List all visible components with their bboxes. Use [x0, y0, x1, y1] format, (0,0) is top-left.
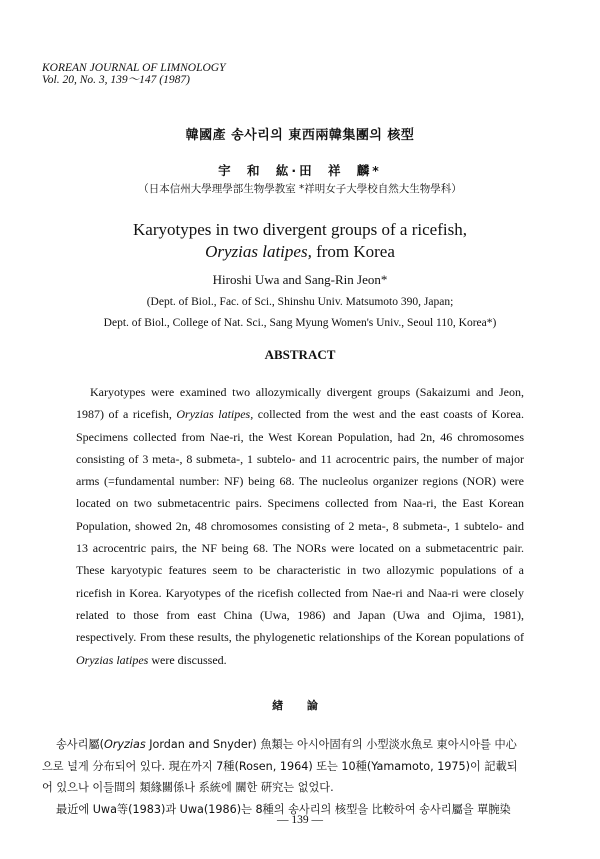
korean-title: 韓國產 송사리의 東西兩韓集團의 核型	[185, 128, 415, 143]
journal-volume: Vol. 20, No. 3, 139～147 (1987)	[42, 74, 190, 86]
english-title-line2-rest: from Korea	[311, 242, 395, 261]
abstract-text-1: Karyotypes were examined two allozymically divergent groups (Sakaizumi and Jeon, 1987) of a ricefish,	[76, 385, 524, 422]
abstract-text-2: collected from the west and the east coasts of Korea. Specimens collected from Nae-ri, the West Korean Population, had 2n, 46 chromosomes consisting of 3 meta-, 8 submeta-, 1 subtelo- and 11 acrocentric pairs, the number of major arms (=fundamental number: NF) being 68. The nucleolus organizer regions (NOR) were located on two submetacentric pairs. Specimens collected from Naa-ri, the East Korean Population, showed 2n, 48 chromosomes consisting of 2 meta-, 8 submeta-, 1 subtelo- and 13 acrocentric pairs, the NF being 68. The NORs were located on a submetacentric pair. These karyotypic features seem to be characteristic in two allozymic populations of a ricefish in Korea. Karyotypes of the ricefish collected from Nae-ri and Naa-ri were closely related to those from east China (Uwa, 1986) and Japan (Uwa and Ojima, 1981), respectively. From these results, the phylogenetic relationships of the Korean populations of	[76, 407, 524, 645]
affiliation-line1: (Dept. of Biol., Fac. of Sci., Shinshu Univ. Matsumoto 390, Japan;	[146, 296, 454, 308]
journal-header	[42, 62, 225, 86]
body-line-4: 最近에 Uwa等(1983)과 Uwa(1986)는 8種의 송사리의 核型을 比較하여 송사리屬을 單腕染	[56, 802, 511, 816]
abstract-body	[76, 381, 524, 671]
body-line-1a: 송사리屬(	[56, 738, 104, 751]
abstract-heading: ABSTRACT	[264, 347, 336, 362]
abstract-paragraph	[76, 381, 524, 671]
body-line-1b: Jordan and Snyder) 魚類는 아시아固有의 小型淡水魚로 東아시아를 中心	[145, 738, 517, 751]
abstract-text-3: were discussed.	[148, 652, 227, 667]
body-line-2: 으로 널게 分布되어 있다. 現在까지 7種(Rosen, 1964) 또는 10種(Yamamoto, 1975)이 記載되	[42, 759, 518, 773]
page-number: — 139 —	[277, 814, 323, 826]
english-title-line1: Karyotypes in two divergent groups of a ricefish,	[133, 220, 467, 239]
abstract-species-2: Oryzias latipes	[76, 652, 149, 667]
affiliation-line2: Dept. of Biol., College of Nat. Sci., Sang Myung Women's Univ., Seoul 110, Korea*)	[103, 317, 497, 329]
korean-authors: 宇 和 紘·田 祥 麟*	[218, 163, 382, 178]
english-authors: Hiroshi Uwa and Sang-Rin Jeon*	[212, 272, 388, 287]
introduction-body	[42, 734, 564, 820]
english-affiliation	[0, 292, 600, 334]
journal-name: KOREAN JOURNAL OF LIMNOLOGY	[42, 62, 226, 74]
english-title	[0, 219, 600, 263]
korean-affiliation: （日本信州大學理學部生物學教室 *祥明女子大學校自然大生物學科）	[138, 183, 462, 195]
abstract-species-1: Oryzias latipes,	[176, 407, 254, 422]
english-title-line2	[0, 241, 600, 263]
body-line-3: 어 있으나 이들間의 類緣關係나 系統에 關한 硏究는 없었다.	[42, 781, 334, 794]
species-name: Oryzias latipes,	[205, 242, 312, 261]
genus-name: Oryzias	[103, 738, 146, 751]
section-heading-introduction: 緖 論	[272, 699, 328, 712]
body-line-1	[42, 734, 564, 756]
